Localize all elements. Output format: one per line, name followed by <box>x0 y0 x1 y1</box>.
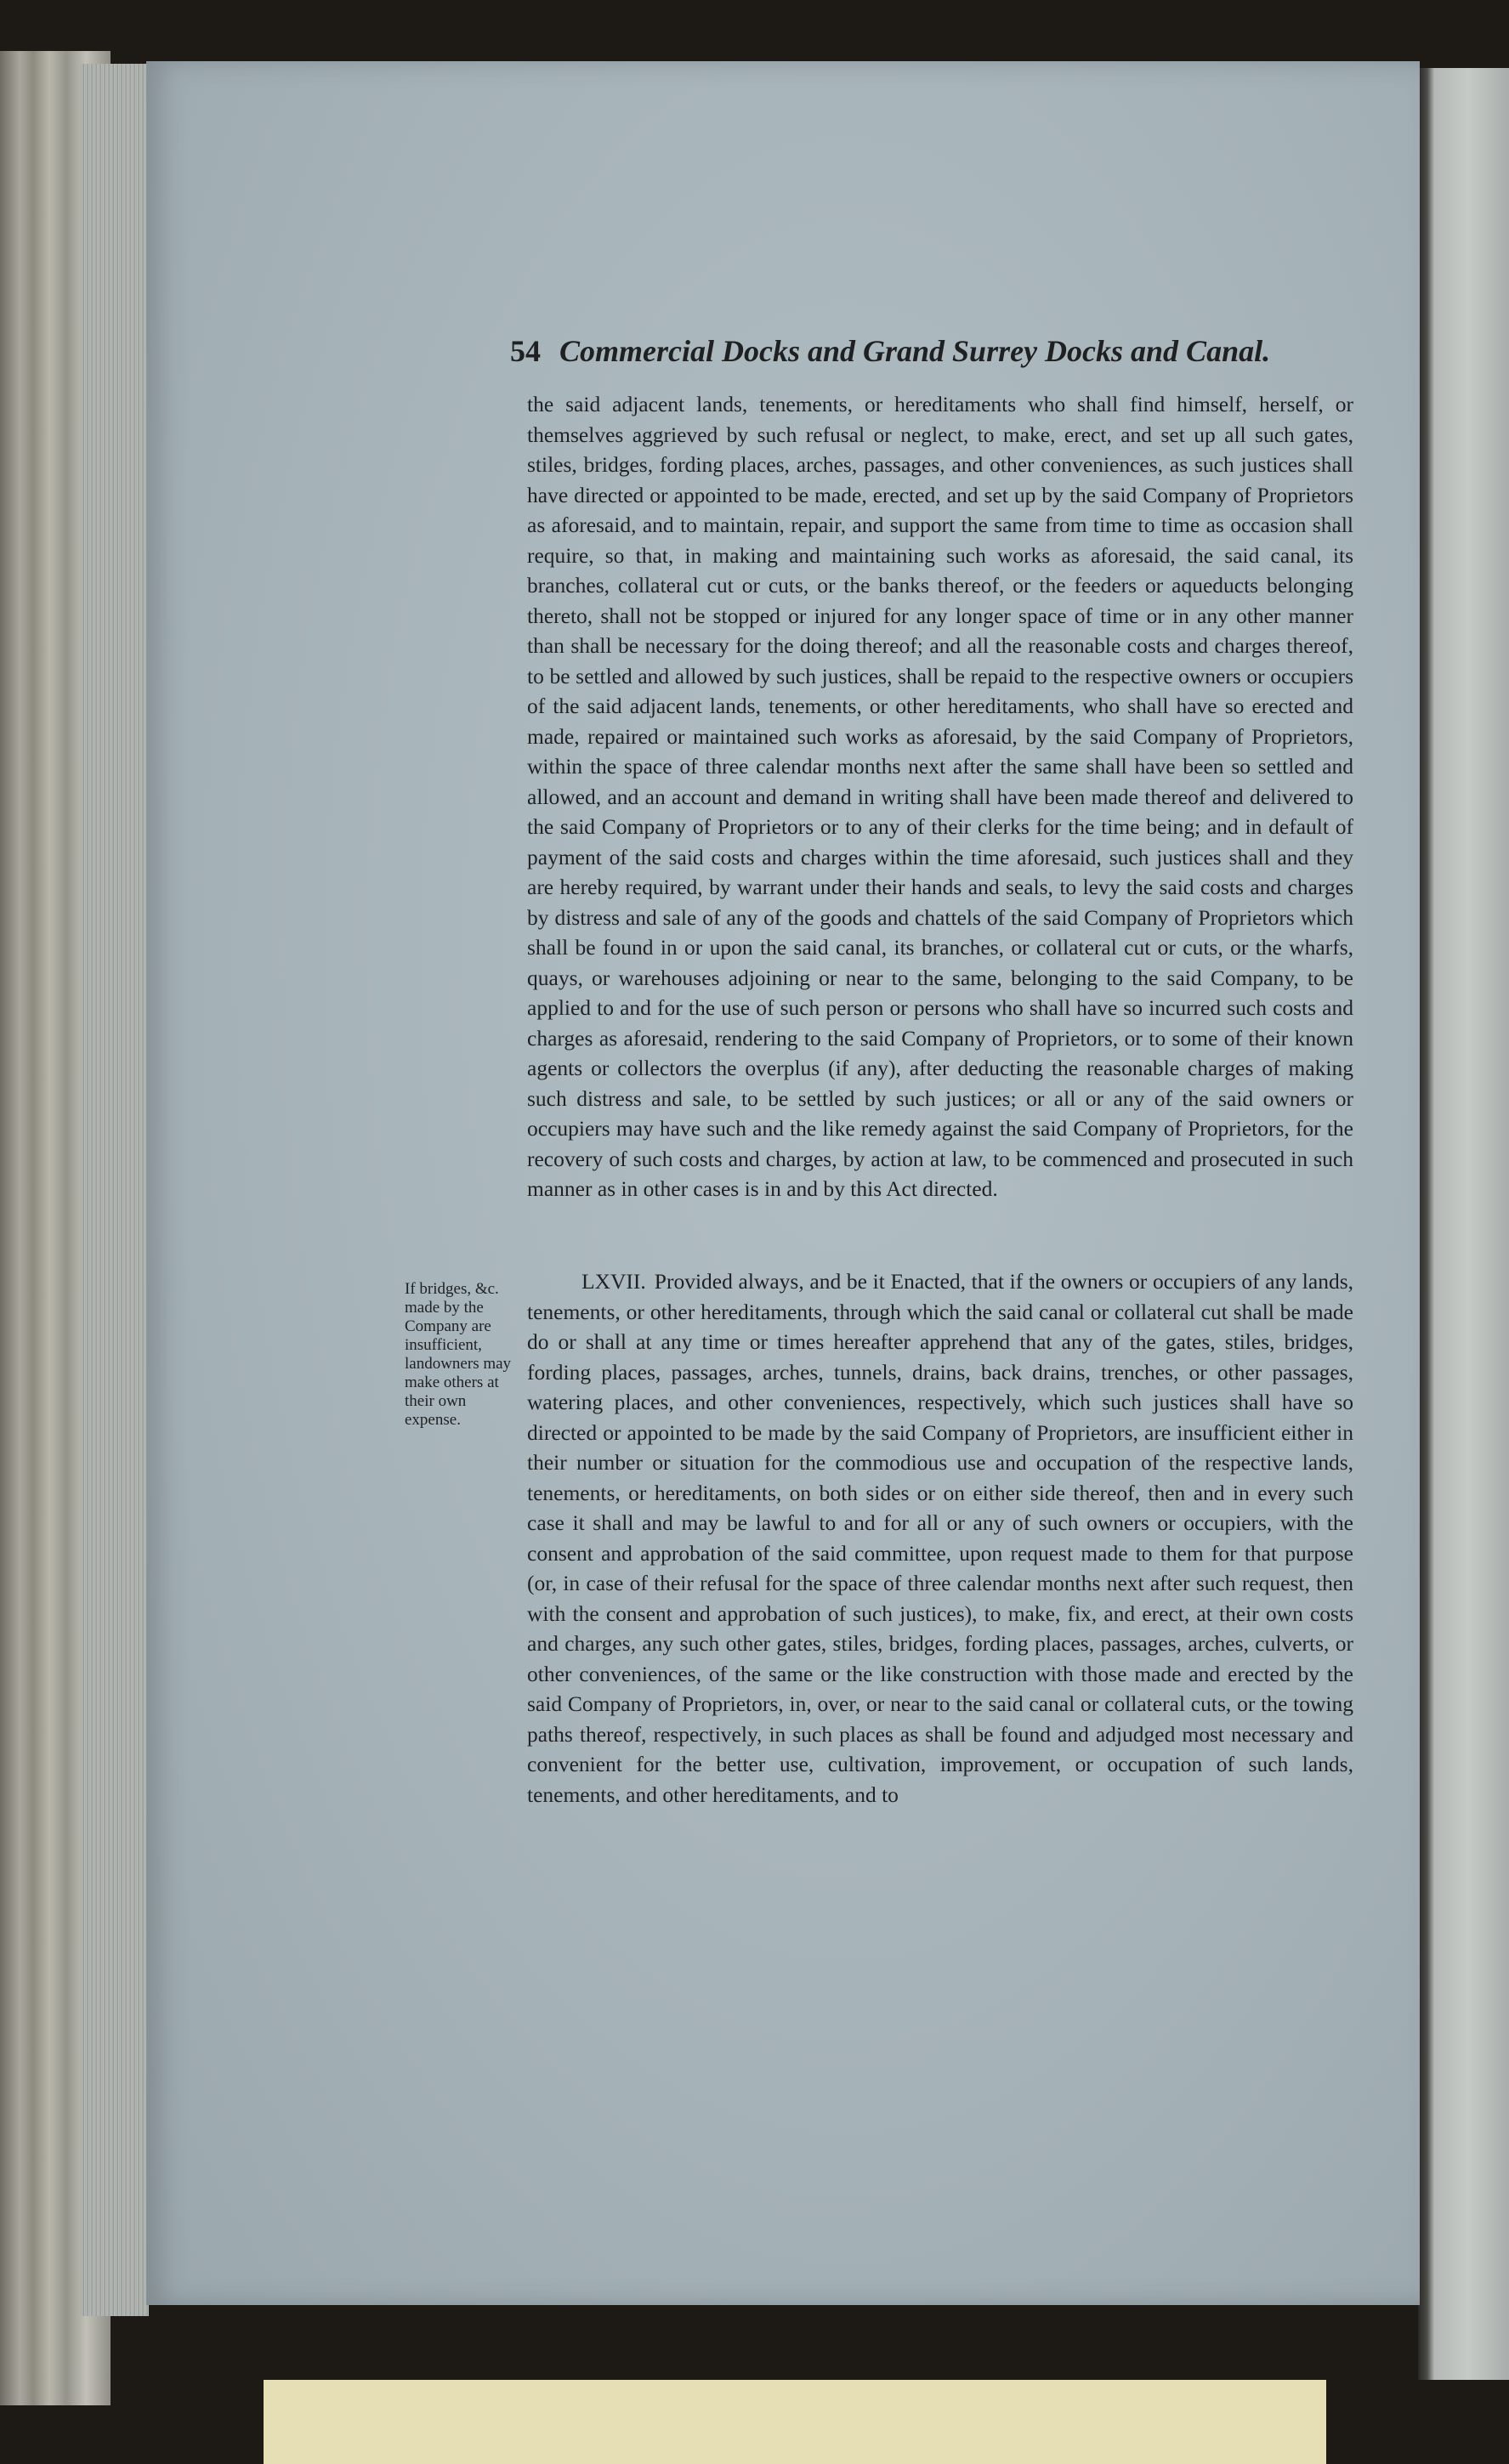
page-edges-left <box>81 64 149 2316</box>
body-paragraph-2 <box>527 1266 1353 1810</box>
body-paragraph-1 <box>527 389 1353 1204</box>
section-text: Provided always, and be it Enacted, that if the owners or occupiers of any lands, tenements, or other hereditaments, through which the said canal or collateral cut shall be made do or shall at any time or times hereafter apprehend that any of the gates, stiles, bridges, fording places, passages, arches, tunnels, drains, back drains, trenches, or other passages, watering places, and other conveniences, respectively, which such justices shall have so directed or appointed to be made by the said Company of Proprietors, are insufficient either in their number or situation for the commodious use and occupation of the respective lands, tenements, or hereditaments, on both sides or on either side thereof, then and in every such case it shall and may be lawful to and for all or any of such owners or occupiers, with the consent and approbation of the said committee, upon request made to them for that purpose (or, in case of their refusal for the space of three calendar months next after such request, then with the consent and approbation of such justices), to make, fix, and erect, at their own costs and charges, any such other gates, stiles, bridges, fording places, passages, arches, culverts, or other conveniences, of the same or the like construction with those made and erected by the said Company of Proprietors, in, over, or near to the said canal or collateral cuts, or the towing paths thereof, respectively, in such places as shall be found and adjudged most necessary and convenient for the better use, cultivation, improvement, or occupation of such lands, tenements, and other hereditaments, and to <box>527 1269 1353 1807</box>
book-edge-right <box>1418 68 1509 2380</box>
page-number: 54 <box>510 334 541 368</box>
paper-strip <box>264 2380 1326 2464</box>
paragraph-text: the said adjacent lands, tenements, or hereditaments who shall find himself, herself, or themselves aggrieved by such refusal or neglect, to make, erect, and set up all such gates, stiles, bridges, fording places, arches, passages, and other conveniences, as such justices shall have directed or appointed to be made, erected, and set up by the said Company of Proprietors as aforesaid, and to maintain, repair, and support the same from time to time as occasion shall require, so that, in making and maintaining such works as aforesaid, the said canal, its branches, collateral cut or cuts, or the banks thereof, or the feeders or aqueducts belonging thereto, shall not be stopped or injured for any longer space of time or in any other manner than shall be necessary for the doing thereof; and all the reasonable costs and charges thereof, to be settled and allowed by such justices, shall be repaid to the respective owners or occupiers of the said adjacent lands, tenements, or other hereditaments, who shall have so erected and made, repaired or maintained such works as aforesaid, by the said Company of Proprietors, within the space of three calendar months next after the same shall have been so settled and allowed, and an account and demand in writing shall have been made thereof and delivered to the said Company of Proprietors or to any of their clerks for the time being; and in default of payment of the said costs and charges within the time aforesaid, such justices shall and they are hereby required, by warrant under their hands and seals, to levy the said costs and charges by distress and sale of any of the goods and chattels of the said Company of Proprietors which shall be found in or upon the said canal, its branches, or collateral cut or cuts, or the wharfs, quays, or warehouses adjoining or near to the same, belonging to the said Company, to be applied to and for the use of such person or persons who shall have so incurred such costs and charges as aforesaid, rendering to the said Company of Proprietors, or to some of their known agents or collectors the overplus (if any), after deducting the reasonable charges of making such distress and sale, to be settled by such justices; or all or any of the said owners or occupiers may have such and the like remedy against the said Company of Proprietors, for the recovery of such costs and charges, by action at law, to be commenced and prosecuted in such manner as in other cases is in and by this Act directed. <box>527 392 1353 1201</box>
section-number: LXVII. <box>581 1269 646 1294</box>
paragraph-text <box>527 1266 1353 1810</box>
running-title: Commercial Docks and Grand Surrey Docks and Canal. <box>559 334 1271 368</box>
marginal-note: If bridges, &c. made by the Company are insufficient, landowners may make others at their own expense. <box>405 1280 512 1429</box>
page-header <box>510 333 1360 376</box>
